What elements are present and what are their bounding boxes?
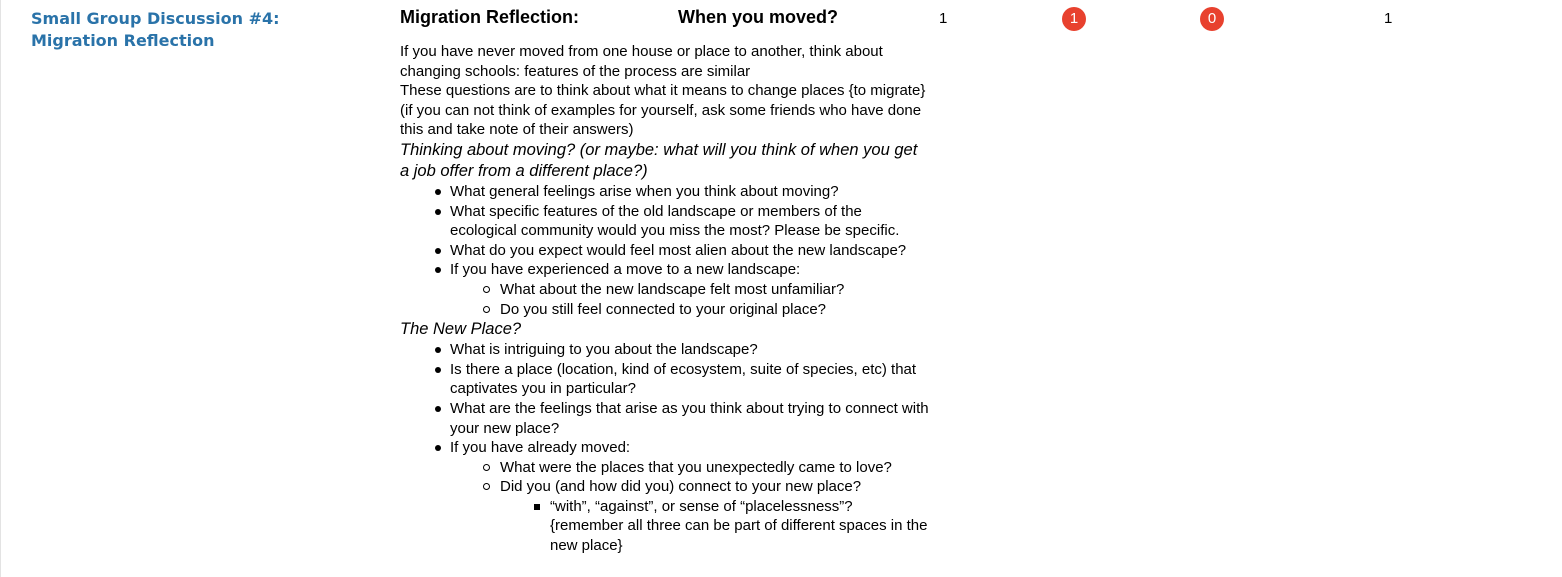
participants-count: 1 — [1384, 10, 1393, 27]
list-item: What specific features of the old landscape or members of the ecological community would you miss the most? Please be specific. — [400, 202, 930, 241]
heading-when-you-moved: When you moved? — [678, 7, 839, 27]
sub-list-item: What were the places that you unexpectedly came to love? — [400, 458, 930, 478]
list-item — [400, 260, 930, 319]
topic-message — [400, 8, 930, 556]
sub-list-item — [400, 477, 930, 555]
heading-migration-reflection: Migration Reflection: — [400, 7, 579, 27]
section-2-sub-list — [450, 458, 930, 556]
section-1-list — [400, 182, 930, 319]
message-heading — [400, 8, 930, 32]
intro-paragraph: If you have never moved from one house or place to another, think about changing schools: features of the process are similar — [400, 43, 883, 80]
unread-badge[interactable]: 1 — [1062, 7, 1086, 31]
unread-mentions-badge[interactable]: 0 — [1200, 7, 1224, 31]
list-item: What general feelings arise when you think about moving? — [400, 182, 930, 202]
section-1-sub-list — [450, 280, 930, 319]
sub-list-item: What about the new landscape felt most unfamiliar? — [400, 280, 930, 300]
replies-count: 1 — [939, 10, 948, 27]
list-item: What do you expect would feel most alien about the new landscape? — [400, 241, 930, 261]
sub-list-item-text: Did you (and how did you) connect to your new place? — [500, 478, 862, 496]
topic-title-link[interactable]: Small Group Discussion #4: Migration Reflection — [31, 9, 280, 50]
section-title-new-place: The New Place? — [400, 320, 522, 339]
sub-sub-list-item: “with”, “against”, or sense of “placelessness”? {remember all three can be part of different spaces in the new place} — [400, 497, 930, 556]
list-item: What are the feelings that arise as you think about trying to connect with your new place? — [400, 399, 930, 438]
section-title-thinking-about-moving: Thinking about moving? (or maybe: what will you think of when you get a job offer from a different place?) — [400, 140, 918, 180]
section-2-sub-sub-list — [500, 497, 930, 556]
intro-paragraph: (if you can not think of examples for yourself, ask some friends who have done this and take note of their answers) — [400, 101, 922, 139]
list-item: Is there a place (location, kind of ecosystem, suite of species, etc) that captivates you in particular? — [400, 360, 930, 399]
section-2-list — [400, 340, 930, 556]
intro-paragraph: These questions are to think about what it means to change places {to migrate} — [400, 82, 926, 100]
list-item-text: If you have experienced a move to a new landscape: — [450, 261, 801, 279]
list-item-text: If you have already moved: — [450, 439, 631, 457]
list-item: What is intriguing to you about the landscape? — [400, 340, 930, 360]
list-item — [400, 438, 930, 556]
sub-list-item: Do you still feel connected to your original place? — [400, 300, 930, 320]
